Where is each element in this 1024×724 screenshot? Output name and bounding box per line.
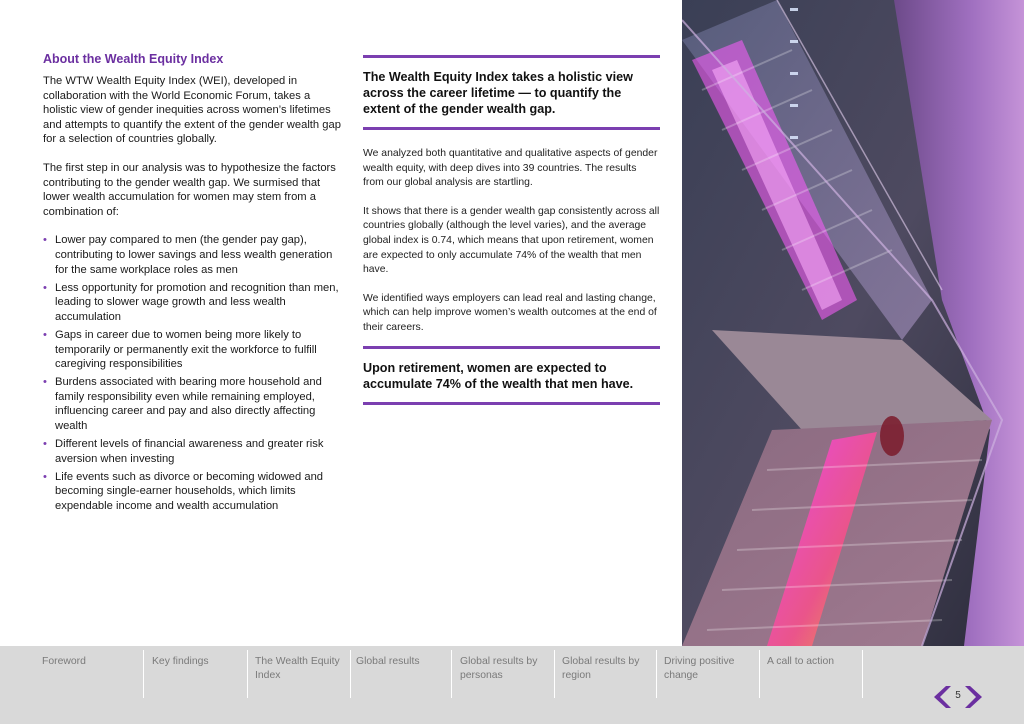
nav-wealth-equity-index[interactable]: The Wealth Equity Index (255, 656, 340, 681)
list-item: • Burdens associated with bearing more household and family responsibility even while remaining employed, influencing career and pay and also directly affecting wealth (43, 376, 322, 432)
divider-rule (363, 127, 660, 130)
bullet-icon: • (43, 470, 47, 483)
nav-divider (350, 650, 351, 698)
footer-nav (0, 646, 1024, 724)
staircase-photo (682, 0, 1024, 646)
list-item: • Lower pay compared to men (the gender pay gap), contributing to lower savings and less wealth generation for the same workplace roles as men (43, 234, 333, 276)
nav-call-to-action[interactable]: A call to action (767, 656, 835, 667)
chevron-left-icon[interactable] (934, 686, 951, 708)
nav-divider (656, 650, 657, 698)
pull-quote-lifetime: The Wealth Equity Index takes a holistic view across the career lifetime — to quantify the extent of the gender wealth gap. (363, 70, 633, 116)
nav-divider (247, 650, 248, 698)
bullet-icon: • (43, 328, 47, 341)
divider-rule (363, 402, 660, 405)
factors-list (43, 233, 343, 513)
nav-global-results-region[interactable]: Global results by region (562, 656, 640, 681)
list-item: • Gaps in career due to women being more likely to temporarily or permanently exit the workforce to fulfill caregiving responsibilities (43, 328, 317, 371)
nav-divider (759, 650, 760, 698)
analysis-paragraph: We analyzed both quantitative and qualitative aspects of gender wealth equity, with deep dives into 39 countries. The results from our global analysis are startling. (363, 148, 658, 189)
summary-column (363, 55, 660, 405)
page-number: 5 (955, 690, 961, 701)
pull-quote-retirement: Upon retirement, women are expected to accumulate 74% of the wealth that men have. (363, 360, 634, 391)
nav-global-results[interactable]: Global results (356, 656, 420, 667)
about-section (43, 52, 343, 517)
nav-divider (143, 650, 144, 698)
nav-global-results-personas[interactable]: Global results by personas (460, 656, 538, 681)
section-title: About the Wealth Equity Index (43, 52, 224, 66)
results-paragraph: It shows that there is a gender wealth gap consistently across all countries globally (although the level varies), and the average global index is 0.74, which means that upon retirement, women are expected to only accumulate 74% of the wealth that men have. (363, 205, 660, 276)
chevron-right-icon[interactable] (965, 686, 982, 708)
list-item: • Life events such as divorce or becoming widowed and becoming single-earner households, which limits expendable income and wealth accumulation (43, 470, 324, 512)
nav-divider (451, 650, 452, 698)
nav-divider (862, 650, 863, 698)
employers-paragraph: We identified ways employers can lead real and lasting change, which can help improve women’s wealth outcomes at the end of their careers. (363, 292, 657, 333)
nav-divider (554, 650, 555, 698)
list-item: • Different levels of financial awareness and greater risk aversion when investing (43, 438, 324, 465)
nav-foreword[interactable]: Foreword (42, 656, 86, 667)
nav-driving-positive-change[interactable]: Driving positive change (664, 656, 735, 681)
bullet-icon: • (43, 438, 47, 451)
bullet-icon: • (43, 234, 47, 247)
bullet-icon: • (43, 376, 47, 389)
bullet-icon: • (43, 281, 47, 294)
intro-paragraph: The WTW Wealth Equity Index (WEI), developed in collaboration with the World Economic Forum, takes a holistic view of gender inequities across women’s lifetimes and attempts to quantify the extent of the gender wealth gap for a selection of countries globally. (43, 75, 341, 146)
first-step-paragraph: The first step in our analysis was to hypothesize the factors contributing to the gender wealth gap. We surmised that lower wealth accumulation for women may stem from a combination of: (43, 161, 336, 218)
list-item: • Less opportunity for promotion and recognition than men, leading to slower wage growth and less wealth accumulation (43, 281, 339, 323)
nav-key-findings[interactable]: Key findings (152, 656, 209, 667)
